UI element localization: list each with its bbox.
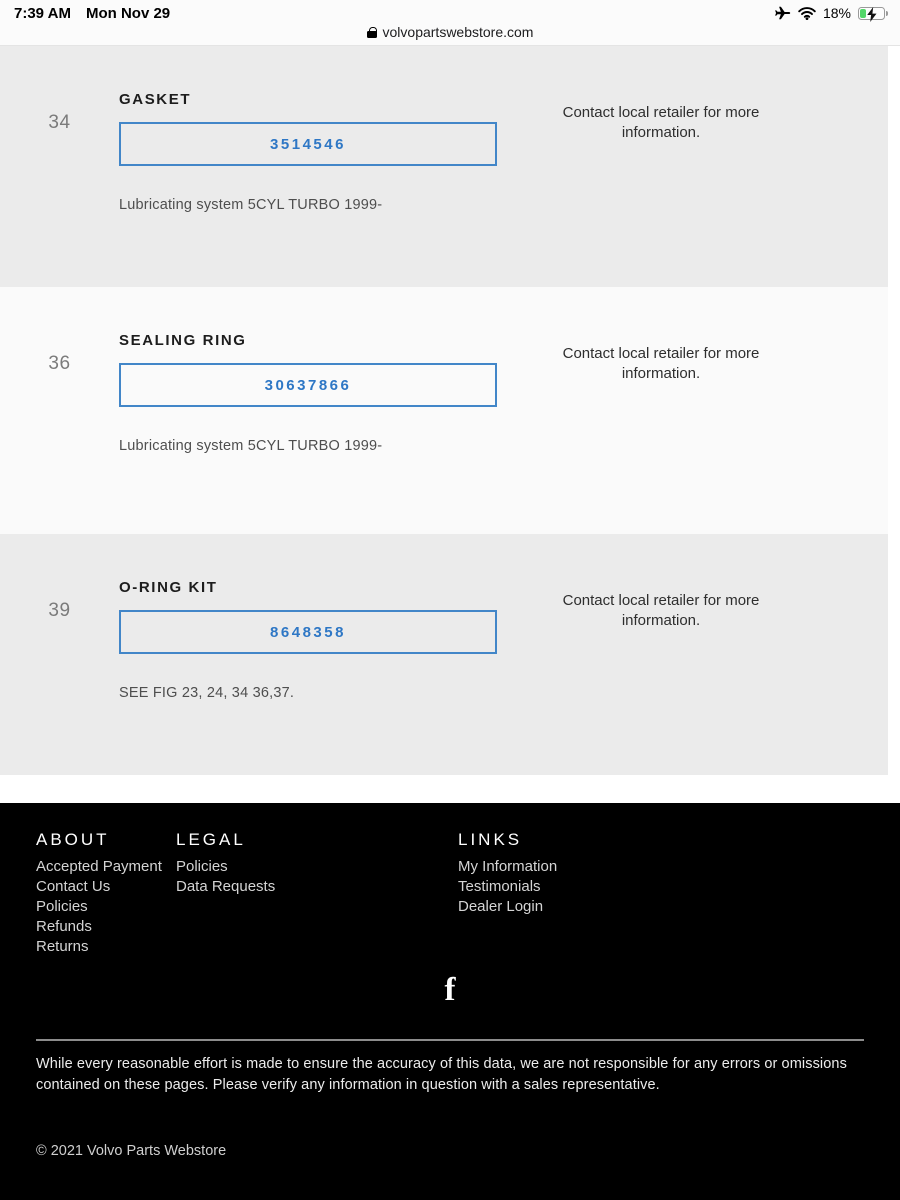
footer-heading-links: LINKS (458, 830, 523, 849)
part-row (0, 287, 888, 534)
charging-bolt-icon (866, 7, 878, 26)
status-bar (0, 0, 900, 21)
battery-percent: 18% (822, 5, 851, 21)
part-ref-number: 34 (48, 112, 71, 133)
part-name: SEALING RING (119, 332, 247, 349)
footer-column-legal (176, 830, 458, 957)
lock-icon (367, 27, 377, 38)
part-row (0, 534, 888, 775)
footer-divider (36, 1039, 864, 1041)
part-name: O-RING KIT (119, 579, 218, 596)
footer-link-testimonials[interactable]: Testimonials (458, 878, 541, 895)
availability-note: Contact local retailer for more information. (562, 104, 760, 141)
wifi-icon (798, 7, 816, 20)
status-date: Mon Nov 29 (85, 4, 171, 22)
footer-link-contact-us[interactable]: Contact Us (36, 878, 111, 895)
part-description: Lubricating system 5CYL TURBO 1999- (119, 197, 383, 213)
address-bar[interactable] (0, 21, 900, 43)
footer-link-my-information[interactable]: My Information (458, 858, 558, 875)
url-text: volvopartswebstore.com (382, 24, 534, 40)
footer-column-links (458, 830, 864, 957)
footer-link-data-requests[interactable]: Data Requests (176, 878, 276, 895)
footer-heading-about: ABOUT (36, 830, 110, 849)
part-number-button[interactable]: 3514546 (119, 122, 497, 166)
footer-disclaimer: While every reasonable effort is made to ensure the accuracy of this data, we are not responsible for any errors or omissions contained on these pages. Please verify any information in question with a sales representative. (36, 1056, 847, 1093)
footer-link-returns[interactable]: Returns (36, 938, 89, 955)
part-ref-number: 36 (48, 353, 71, 374)
part-description: SEE FIG 23, 24, 34 36,37. (119, 685, 295, 701)
footer-heading-legal: LEGAL (176, 830, 246, 849)
part-ref-number: 39 (48, 600, 71, 621)
facebook-icon[interactable]: f (444, 972, 456, 1008)
part-name: GASKET (119, 91, 192, 108)
site-footer (0, 803, 900, 1200)
footer-copyright: © 2021 Volvo Parts Webstore (36, 1143, 227, 1159)
airplane-mode-icon (775, 6, 791, 20)
footer-link-policies-legal[interactable]: Policies (176, 858, 228, 875)
availability-note: Contact local retailer for more information. (562, 592, 760, 629)
status-time: 7:39 AM (14, 4, 71, 22)
availability-note: Contact local retailer for more information. (562, 345, 760, 382)
battery-charging-icon (858, 7, 885, 20)
part-row (0, 46, 888, 287)
footer-link-refunds[interactable]: Refunds (36, 918, 92, 935)
battery-nub (886, 11, 888, 16)
footer-link-accepted-payment[interactable]: Accepted Payment (36, 858, 162, 875)
browser-chrome (0, 0, 900, 46)
footer-link-dealer-login[interactable]: Dealer Login (458, 898, 544, 915)
part-description: Lubricating system 5CYL TURBO 1999- (119, 438, 383, 454)
footer-column-about (36, 830, 176, 957)
part-number-button[interactable]: 30637866 (119, 363, 497, 407)
content-footer-gap (0, 775, 900, 803)
part-number-button[interactable]: 8648358 (119, 610, 497, 654)
footer-link-policies-about[interactable]: Policies (36, 898, 88, 915)
